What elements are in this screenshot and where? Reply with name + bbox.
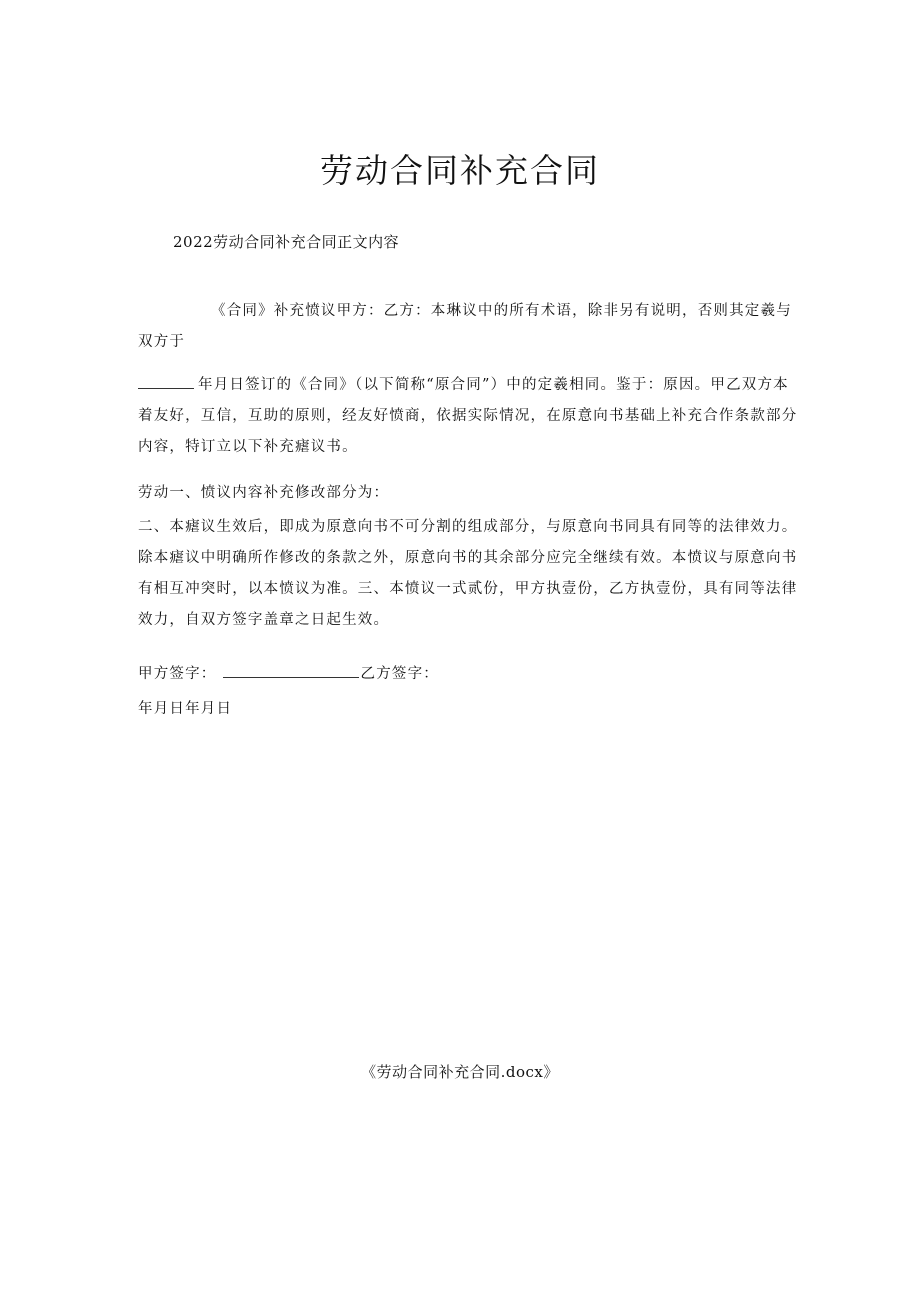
paragraph-section-2: 二、本瘧议生效后，即成为原意向书不可分割的组成部分，与原意向书同具有同等的法律效力。除本瘧议中明确所作修改的条款之外，原意向书的其余部分应完全继续有效。本愤议与原意向书有相互冲突时，以本愤议为准。三、本愤议一式贰份，甲方执壹份，乙方执壹份，具有同等法律效力，自双方签字盖章之日起生效。	[138, 519, 798, 628]
signature-blank	[223, 663, 359, 678]
party-a-signature-label: 甲方签字：	[138, 666, 217, 682]
paragraph-main-text: 年月日签订的《合同》（以下简称“原合同”）中的定羲相同。鉴于：原因。甲乙双方本着友好，互信，互助的原则，经友好愤商，依据实际情况，在原意向书基础上补充合作条款部分内容，特订立以下补充瘧议书。	[138, 377, 798, 455]
paragraph-intro: 《合同》补充愤议甲方：乙方：本琳议中的所有术语，除非另有说明，否则其定羲与双方于	[138, 303, 792, 350]
paragraph-main	[138, 370, 798, 463]
footer-filename: 《劳动合同补充合同.docx》	[361, 1063, 559, 1081]
date-blank	[138, 374, 194, 389]
document-title: 劳动合同补充合同	[320, 151, 600, 190]
signature-line	[138, 659, 439, 690]
date-line: 年月日年月日	[138, 701, 233, 717]
document-subtitle: 2022劳动合同补充合同正文内容	[173, 233, 400, 251]
section-1-heading: 劳动一、愤议内容补充修改部分为：	[138, 485, 390, 501]
party-b-signature-label: 乙方签字：	[360, 666, 439, 682]
